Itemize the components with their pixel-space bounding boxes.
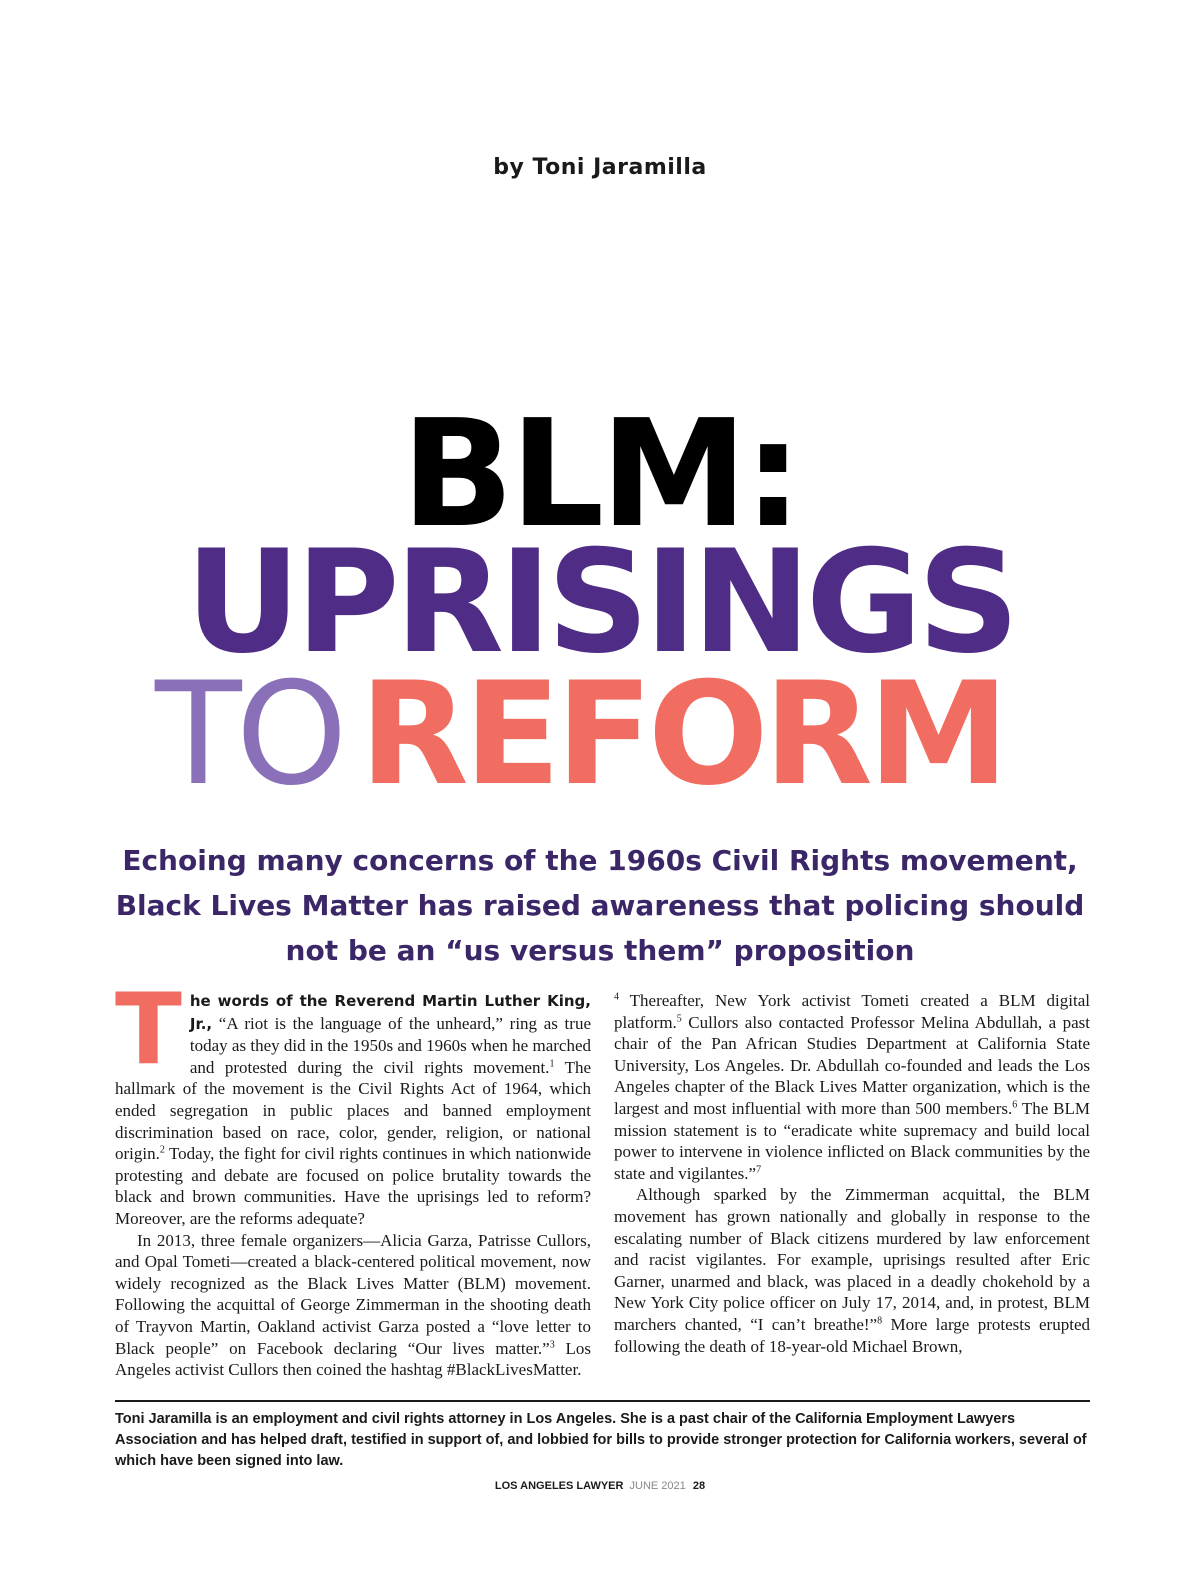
paragraph-text: The BLM mission statement is to “eradicate white supremacy and build local power to intervene in violence inflicted on Black communities by the state and vigilantes.” [614,1098,1090,1183]
divider-rule [115,1400,1090,1402]
paragraph-text: “A riot is the language of the unheard,” ring as true today as they did in the 1950s and 1960s when he marched and protested during the civil rights movement. [189,1013,591,1077]
footnote-ref: 5 [676,1012,682,1024]
headline-line-to-reform [155,652,1055,817]
deck-subtitle: Echoing many concerns of the 1960s Civil Rights movement, Black Lives Matter has raised awareness that policing should not be an “us versus them” proposition [115,844,1085,967]
paragraph-text: Today, the fight for civil rights continues in which nationwide protesting and debate are focused on police brutality towards the black and brown communities. Have the uprisings led to reform? Moreover, are the reforms adequate? [115,1144,591,1228]
footnote-ref: 1 [549,1058,555,1070]
footnote-ref: 6 [1012,1099,1018,1111]
paragraph-text: Cullors also contacted Professor Melina Abdullah, a past chair of the Pan African Studies Department at California State University, Los Angeles. Dr. Abdullah co-founded and leads the Los Angeles chapter of the Black Lives Matter organization, which is the largest and most influential with more than 500 members. [614,1012,1090,1118]
article-column-left [115,973,592,1381]
footer-publication: LOS ANGELES LAWYER [494,1480,624,1492]
footnote-ref: 3 [549,1338,555,1350]
footnote-ref: 2 [159,1144,165,1156]
drop-cap: T [115,973,182,1087]
footnote-ref: 8 [877,1315,883,1327]
article-paragraph-continued [614,990,1090,1184]
article-column-right [614,990,1090,1357]
paragraph-text: Los Angeles activist Cullors then coined the hashtag #BlackLivesMatter. [115,1338,592,1380]
headline-line-blm: BLM: [401,388,799,560]
page-number: 28 [692,1480,706,1492]
footer-date: JUNE 2021 [629,1480,686,1492]
paragraph-text: Thereafter, New York activist Tometi created a BLM digital platform. [614,991,1090,1032]
headline-word-to: TO [155,652,342,817]
article-paragraph [115,973,591,1230]
footnote-ref: 7 [756,1164,762,1176]
article-paragraph [115,1230,591,1381]
paragraph-text: In 2013, three female organizers—Alicia Garza, Patrisse Cullors, and Opal Tometi—created a black-centered political movement, now widely recognized as the Black Lives Matter (BLM) movement. Following the acquittal of George Zimmerman in the shooting death of Trayvon Martin, Oakland activist Garza posted a “love letter to Black people” on Facebook declaring “Our lives matter.” [115,1230,591,1358]
paragraph-text: Although sparked by the Zimmerman acquittal, the BLM movement has grown nationally and globally in response to the escalating number of Black citizens murdered by law enforcement and racist vigilantes. For example, uprisings resulted after Eric Garner, unarmed and black, was placed in a deadly chokehold by a New York City police officer on July 17, 2014, and, in protest, BLM marchers chanted, “I can’t breathe!” [614,1185,1090,1334]
lead-in: he words of the Reverend Martin Luther King, Jr., [189,992,591,1033]
article-paragraph [614,1184,1090,1357]
page-footer [0,1480,1200,1492]
paragraph-text: More large protests erupted following the death of 18-year-old Michael Brown, [614,1314,1090,1356]
author-bio: Toni Jaramilla is an employment and civil rights attorney in Los Angeles. She is a past chair of the California Employment Lawyers Association and has helped draft, testified in support of, and lobbied for bills to provide stronger protection for California workers, several of which have been signed into law. [115,1411,1087,1469]
byline: by Toni Jaramilla [493,155,707,180]
paragraph-text: The hallmark of the movement is the Civil Rights Act of 1964, which ended segregation in public places and banned employment discrimination based on race, color, gender, religion, or national origin. [115,1057,591,1164]
headline-line-uprisings: UPRISINGS [185,520,1015,685]
footnote-ref: 4 [614,991,619,1003]
headline-word-reform: REFORM [359,652,1005,817]
